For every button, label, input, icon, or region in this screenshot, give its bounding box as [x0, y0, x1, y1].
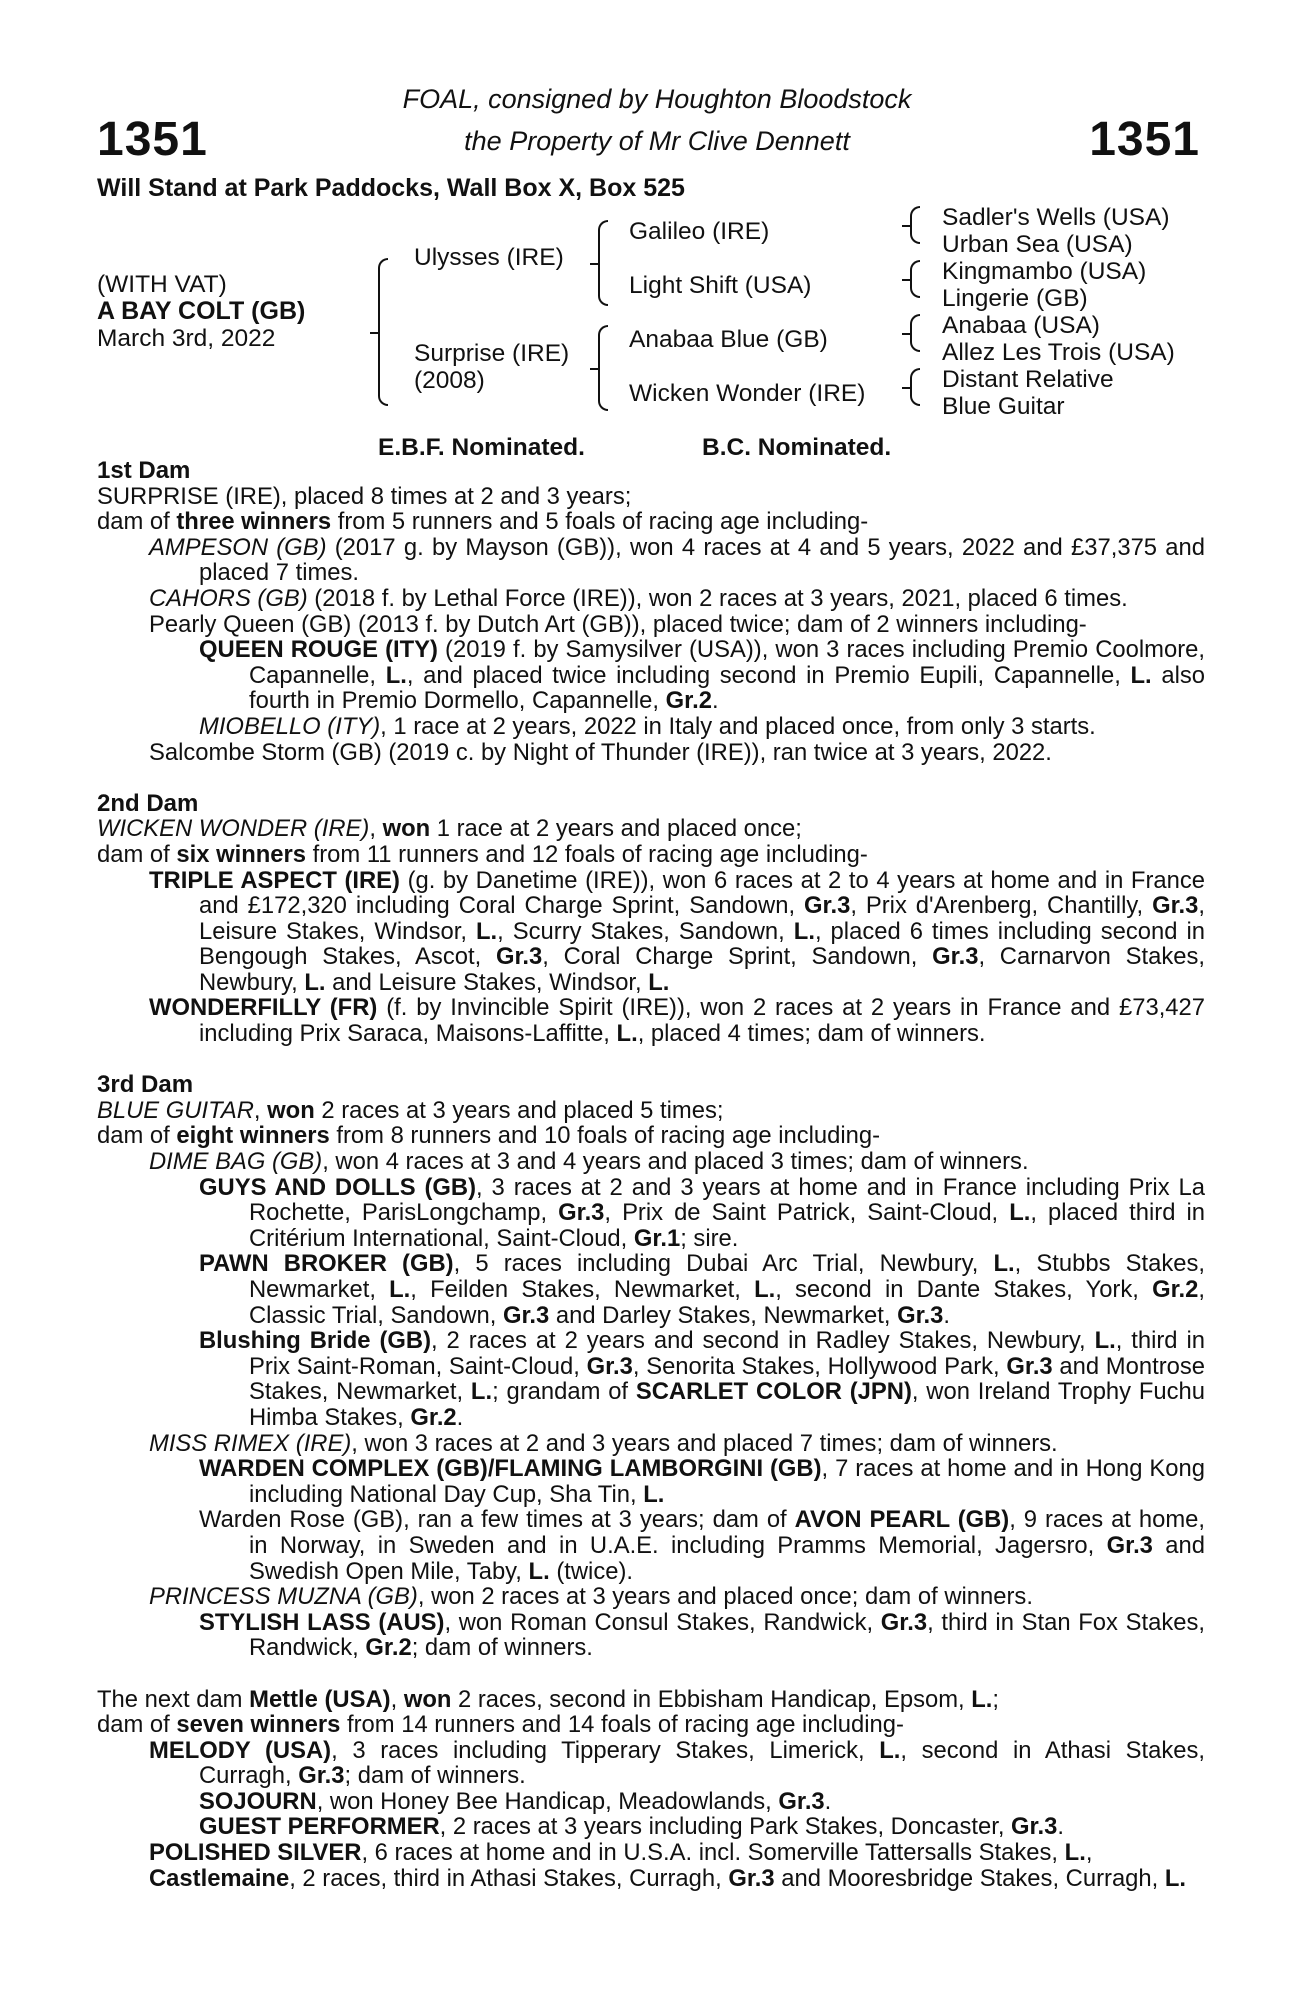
entry-paragraph — [97, 637, 1205, 714]
bold-run: QUEEN ROUGE (ITY) — [199, 636, 438, 664]
bold-run: WONDERFILLY (FR) — [149, 994, 378, 1022]
text-run: , 9 races at home, in Norway, in Sweden and in U.A.E. including Pramms Memorial, Jagersro, — [249, 1506, 1205, 1559]
text-run: and Montrose Stakes, Newmarket, — [249, 1352, 1205, 1406]
bold-run: Castlemaine — [149, 1864, 290, 1892]
bold-run: L. — [643, 1480, 665, 1508]
bold-run: Gr.3 — [932, 943, 979, 971]
italic-run: CAHORS (GB) — [149, 584, 308, 612]
bold-run: eight winners — [176, 1122, 330, 1150]
pedigree-brace-dd — [910, 368, 920, 406]
text-run: ; grandam of — [492, 1378, 636, 1406]
text-run: also fourth in Premio Dormello, Capannelle, — [249, 661, 1205, 715]
text-run: , 2 races at 3 years including Park Stakes, Doncaster, — [439, 1813, 1012, 1841]
bold-run: MELODY (USA) — [149, 1736, 332, 1764]
bold-run: Gr.2 — [1152, 1276, 1199, 1303]
bold-run: L. — [1064, 1839, 1086, 1867]
bold-run: L. — [385, 661, 407, 689]
text-run: , Classic Trial, Sandown, — [249, 1276, 1205, 1329]
entry-paragraph — [97, 509, 1205, 535]
pedigree-brace-dam — [598, 325, 608, 411]
bold-run: L. — [389, 1276, 411, 1303]
text-run: , 2 races at 2 years and second in Radley Stakes, Newbury, — [431, 1327, 1095, 1355]
bold-run: Mettle (USA) — [249, 1685, 391, 1713]
entry-paragraph — [97, 714, 1205, 740]
lot-number-left: 1351 — [97, 113, 208, 166]
bold-run: GUEST PERFORMER — [199, 1813, 440, 1841]
text-run: SURPRISE (IRE), placed 8 times at 2 and 3 years; — [97, 482, 632, 510]
bold-run: SCARLET COLOR (JPN) — [635, 1378, 912, 1406]
entry-paragraph — [97, 612, 1205, 638]
ped-sds: Kingmambo (USA) — [942, 258, 1147, 285]
entry-paragraph — [97, 1840, 1205, 1866]
text-run: , won Ireland Trophy Fuchu Himba Stakes, — [249, 1378, 1205, 1431]
bold-run: L. — [879, 1736, 901, 1764]
entry-paragraph — [97, 1175, 1205, 1252]
text-run: , — [1085, 1839, 1093, 1867]
entry-paragraph — [97, 1123, 1205, 1149]
entry-paragraph — [97, 1687, 1205, 1713]
text-run: . — [456, 1403, 464, 1431]
entry-paragraph — [97, 1149, 1205, 1175]
ped-sss: Sadler's Wells (USA) — [942, 204, 1170, 231]
text-run: , won Roman Consul Stakes, Randwick, — [444, 1608, 881, 1636]
entry-paragraph — [97, 1738, 1205, 1789]
lot-number-right: 1351 — [1089, 113, 1200, 166]
ped-dds: Distant Relative — [942, 366, 1114, 393]
bold-run: PAWN BROKER (GB) — [199, 1250, 454, 1278]
text-run: Warden Rose (GB), ran a few times at 3 years; dam of — [199, 1506, 795, 1534]
entry-paragraph — [97, 842, 1205, 868]
bold-run: Gr.2 — [410, 1403, 457, 1431]
text-run: , won 3 races at 2 and 3 years and placed 7 times; dam of winners. — [351, 1429, 1058, 1457]
entry-paragraph — [97, 816, 1205, 842]
text-run: , 3 races at 2 and 3 years at home and in France including Prix La Rochette, ParisLongchamp, — [249, 1173, 1205, 1227]
text-run: , Carnarvon Stakes, Newbury, — [199, 943, 1206, 996]
bold-run: SOJOURN — [199, 1787, 317, 1815]
pedigree-brace-gen1 — [378, 258, 388, 406]
ped-ddd: Blue Guitar — [942, 393, 1065, 420]
text-run: , 6 races at home and in U.S.A. incl. Somerville Tattersalls Stakes, — [361, 1839, 1065, 1867]
vat-note: (WITH VAT) — [97, 271, 227, 298]
italic-run: MISS RIMEX (IRE) — [149, 1429, 352, 1457]
bold-run: Gr.3 — [1011, 1813, 1058, 1841]
italic-run: WICKEN WONDER (IRE) — [97, 815, 370, 843]
italic-run: DIME BAG (GB) — [149, 1148, 323, 1176]
bold-run: L. — [1094, 1327, 1116, 1355]
text-run: , Prix d'Arenberg, Chantilly, — [850, 892, 1153, 920]
text-run: The next dam — [97, 1685, 250, 1713]
text-run: ; sire. — [680, 1224, 739, 1252]
bold-run: L. — [304, 968, 326, 996]
ped-sdd: Lingerie (GB) — [942, 285, 1088, 312]
bold-run: Gr.3 — [502, 1301, 550, 1329]
bold-run: L. — [648, 968, 670, 996]
horse-dob: March 3rd, 2022 — [97, 325, 276, 352]
entry-paragraph — [97, 868, 1205, 996]
text-run: . — [1057, 1813, 1064, 1841]
bold-run: L. — [528, 1557, 550, 1585]
text-run: ; dam of winners. — [344, 1762, 526, 1790]
consignor-line: FOAL, consigned by Houghton Bloodstock — [402, 84, 912, 114]
italic-run: MIOBELLO (ITY) — [199, 712, 381, 740]
text-run: dam of — [97, 1122, 177, 1150]
bold-run: Gr.2 — [365, 1634, 412, 1662]
horse-name: A BAY COLT (GB) — [97, 297, 306, 325]
section-gap — [97, 1047, 1205, 1073]
text-run: , won 4 races at 3 and 4 years and placed 3 times; dam of winners. — [322, 1148, 1029, 1176]
entry-paragraph — [97, 1789, 1205, 1815]
bold-run: Gr.3 — [298, 1762, 345, 1790]
text-run: Pearly Queen (GB) (2013 f. by Dutch Art (GB)), placed twice; dam of 2 winners including- — [149, 610, 1087, 638]
text-run: 2 races at 3 years and placed 5 times; — [314, 1096, 724, 1124]
text-run: . — [711, 687, 719, 715]
entry-paragraph — [97, 1098, 1205, 1124]
text-run: , 3 races including Tipperary Stakes, Limerick, — [331, 1736, 880, 1764]
text-run: and Mooresbridge Stakes, Curragh, — [774, 1864, 1165, 1892]
bold-run: seven winners — [176, 1711, 341, 1739]
bold-run: GUYS AND DOLLS (GB) — [199, 1173, 477, 1201]
bold-run: Gr.3 — [804, 892, 851, 920]
bold-run: STYLISH LASS (AUS) — [199, 1608, 445, 1636]
text-run: , 1 race at 2 years, 2022 in Italy and placed once, from only 3 starts. — [380, 712, 1096, 740]
text-run: (2017 g. by Mayson (GB)), won 4 races at 4 and 5 years, 2022 and £37,375 and placed 7 times. — [199, 533, 1205, 587]
ped-dsd: Allez Les Trois (USA) — [942, 339, 1175, 366]
bold-run: Gr.3 — [495, 943, 543, 971]
bc-nominated: B.C. Nominated. — [702, 434, 892, 461]
entry-paragraph — [97, 1584, 1205, 1610]
text-run: ; dam of winners. — [411, 1634, 593, 1662]
text-run: ; — [992, 1685, 1000, 1713]
text-run: , Scurry Stakes, Sandown, — [497, 917, 794, 945]
text-run: and Swedish Open Mile, Taby, — [249, 1531, 1205, 1585]
text-run: (g. by Danetime (IRE)), won 6 races at 2 to 4 years at home and in France and £172,320 including Coral Charge Sprint, Sandown, — [199, 866, 1205, 920]
text-run: , — [253, 1096, 268, 1124]
bold-run: L. — [971, 1685, 993, 1713]
italic-run: BLUE GUITAR — [97, 1096, 254, 1124]
text-run: , 5 races including Dubai Arc Trial, Newbury, — [453, 1250, 994, 1278]
bold-run: Gr.3 — [1152, 892, 1199, 920]
text-run: , 7 races at home and in Hong Kong including National Day Cup, Sha Tin, — [249, 1455, 1205, 1508]
bold-run: L. — [793, 917, 815, 945]
dam-dam: Wicken Wonder (IRE) — [629, 380, 866, 407]
text-run: from 5 runners and 5 foals of racing age including- — [331, 508, 869, 536]
text-run: . — [824, 1787, 832, 1815]
entry-paragraph — [97, 1456, 1205, 1507]
bold-run: Gr.3 — [1006, 1352, 1053, 1380]
text-run: , placed 4 times; dam of winners. — [637, 1020, 986, 1048]
bold-run: won — [382, 815, 431, 843]
text-run: , — [369, 815, 383, 843]
text-run: , Prix de Saint Patrick, Saint-Cloud, — [604, 1199, 1010, 1227]
section-gap — [97, 765, 1205, 791]
bold-run: six winners — [176, 840, 306, 868]
text-run: , 2 races, third in Athasi Stakes, Curragh, — [289, 1864, 729, 1892]
bold-run: Gr.3 — [1106, 1531, 1153, 1559]
bold-run: TRIPLE ASPECT (IRE) — [149, 866, 400, 894]
text-run: , third in Prix Saint-Roman, Saint-Cloud, — [249, 1327, 1205, 1380]
stand-location: Will Stand at Park Paddocks, Wall Box X, Box 525 — [97, 174, 685, 202]
entry-paragraph — [97, 1251, 1205, 1328]
bold-run: Gr.3 — [778, 1787, 825, 1815]
bold-run: L. — [616, 1020, 638, 1048]
text-run: (2018 f. by Lethal Force (IRE)), won 2 races at 3 years, 2021, placed 6 times. — [307, 584, 1128, 612]
pedigree-brace-sd — [910, 260, 920, 298]
pedigree-brace-ds — [910, 314, 920, 352]
text-run: (2019 f. by Samysilver (USA)), won 3 races including Premio Coolmore, Capannelle, — [249, 636, 1206, 689]
text-run: , placed third in Critérium International, Saint-Cloud, — [249, 1199, 1205, 1252]
entry-paragraph — [97, 1431, 1205, 1457]
ped-ssd: Urban Sea (USA) — [942, 231, 1133, 258]
text-run: , — [390, 1685, 404, 1713]
ebf-nominated: E.B.F. Nominated. — [378, 434, 585, 461]
bold-run: WARDEN COMPLEX (GB)/FLAMING LAMBORGINI (GB) — [199, 1455, 822, 1483]
bold-run: three winners — [176, 508, 332, 536]
entry-paragraph — [97, 535, 1205, 586]
section-heading: 1st Dam — [97, 457, 191, 484]
entry-paragraph — [97, 1328, 1205, 1430]
bold-run: Gr.3 — [558, 1199, 605, 1227]
bold-run: L. — [754, 1276, 776, 1303]
text-run: 2 races, second in Ebbisham Handicap, Epsom, — [451, 1685, 972, 1713]
ped-dss: Anabaa (USA) — [942, 312, 1100, 339]
bold-run: L. — [1164, 1864, 1187, 1892]
text-run: from 14 runners and 14 foals of racing age including- — [340, 1711, 904, 1739]
text-run: 1 race at 2 years and placed once; — [430, 815, 802, 843]
bold-run: L. — [476, 917, 498, 945]
catalogue-text — [97, 458, 1205, 1891]
bold-run: Gr.3 — [897, 1301, 944, 1329]
text-run: , won 2 races at 3 years and placed once; dam of winners. — [417, 1583, 1033, 1611]
dam: Surprise (IRE) — [414, 340, 570, 367]
text-run: dam of — [97, 840, 177, 868]
bold-run: Gr.3 — [586, 1352, 633, 1380]
text-run: , placed 6 times including second in Bengough Stakes, Ascot, — [199, 917, 1206, 971]
text-run: , second in Dante Stakes, York, — [775, 1276, 1153, 1303]
dam-year: (2008) — [414, 367, 485, 394]
section-heading: 2nd Dam — [97, 789, 199, 817]
text-run: from 11 runners and 12 foals of racing age including- — [306, 840, 868, 868]
text-run: (f. by Invincible Spirit (IRE)), won 2 races at 2 years in France and £73,427 including Prix Saraca, Maisons-Laffitte, — [199, 994, 1206, 1048]
text-run: , Leisure Stakes, Windsor, — [199, 892, 1205, 945]
entry-paragraph — [97, 1507, 1205, 1584]
bold-run: Blushing Bride (GB) — [199, 1327, 432, 1355]
dam-sire: Anabaa Blue (GB) — [629, 326, 828, 353]
text-run: dam of — [97, 508, 177, 536]
sire-sire: Galileo (IRE) — [629, 218, 770, 245]
entry-paragraph — [97, 740, 1205, 766]
sire-dam: Light Shift (USA) — [629, 272, 812, 299]
pedigree-brace-ss — [910, 206, 920, 244]
section-gap — [97, 1661, 1205, 1687]
text-run: dam of — [97, 1711, 177, 1739]
text-run: , second in Athasi Stakes, Curragh, — [199, 1736, 1205, 1790]
section-heading: 3rd Dam — [97, 1071, 194, 1099]
bold-run: won — [267, 1096, 315, 1124]
text-run: , Coral Charge Sprint, Sandown, — [542, 943, 933, 971]
bold-run: L. — [993, 1250, 1015, 1278]
pedigree-brace-sire — [598, 220, 608, 306]
entry-paragraph — [97, 586, 1205, 612]
bold-run: Gr.2 — [665, 687, 712, 715]
text-run: from 8 runners and 10 foals of racing age including- — [329, 1122, 881, 1150]
text-run: (twice). — [549, 1557, 633, 1585]
text-run: , third in Stan Fox Stakes, Randwick, — [249, 1608, 1205, 1662]
text-run: , Stubbs Stakes, Newmarket, — [249, 1250, 1206, 1303]
property-line: the Property of Mr Clive Dennett — [464, 126, 850, 156]
text-run: , Feilden Stakes, Newmarket, — [410, 1276, 755, 1303]
text-run: and Darley Stakes, Newmarket, — [549, 1301, 898, 1329]
entry-paragraph — [97, 484, 1205, 510]
italic-run: AMPESON (GB) — [149, 533, 327, 561]
bold-run: won — [403, 1685, 452, 1713]
entry-paragraph — [97, 1610, 1205, 1661]
italic-run: PRINCESS MUZNA (GB) — [149, 1583, 418, 1611]
bold-run: L. — [1009, 1199, 1031, 1227]
text-run: , Senorita Stakes, Hollywood Park, — [632, 1352, 1007, 1380]
text-run: , and placed twice including second in Premio Eupili, Capannelle, — [406, 661, 1131, 689]
entry-paragraph — [97, 1866, 1205, 1892]
bold-run: Gr.1 — [633, 1224, 681, 1252]
text-run: , won Honey Bee Handicap, Meadowlands, — [316, 1787, 779, 1815]
text-run: and Leisure Stakes, Windsor, — [325, 968, 649, 996]
bold-run: Gr.3 — [880, 1608, 928, 1636]
bold-run: POLISHED SILVER — [149, 1839, 362, 1867]
bold-run: L. — [470, 1378, 493, 1406]
entry-paragraph — [97, 1712, 1205, 1738]
text-run: Salcombe Storm (GB) (2019 c. by Night of Thunder (IRE)), ran twice at 3 years, 2022. — [149, 738, 1052, 766]
bold-run: L. — [1130, 661, 1152, 689]
text-run: . — [943, 1301, 951, 1329]
entry-paragraph — [97, 995, 1205, 1046]
entry-paragraph — [97, 1814, 1205, 1840]
sire: Ulysses (IRE) — [414, 244, 564, 271]
bold-run: Gr.3 — [728, 1864, 775, 1892]
bold-run: AVON PEARL (GB) — [794, 1506, 1010, 1534]
